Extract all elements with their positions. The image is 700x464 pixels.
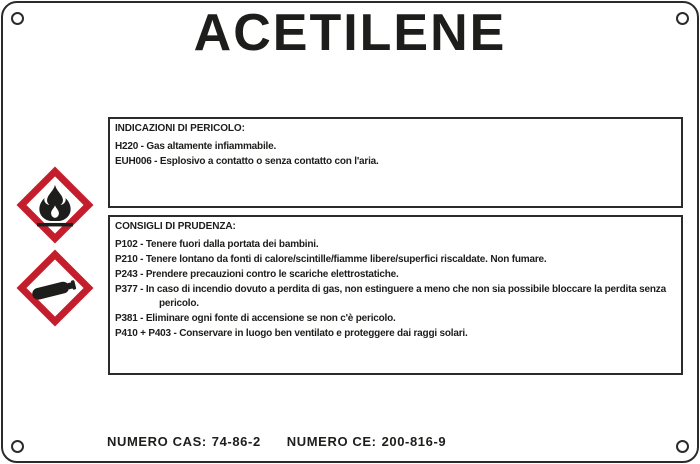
- gas-cylinder-icon: [16, 249, 94, 327]
- hazard-box-heading: INDICAZIONI DI PERICOLO:: [115, 123, 245, 134]
- precautionary-statement: P210 - Tenere lontano da fonti di calore/scintille/fiamme libere/superfici riscaldate. Non fumare.: [115, 254, 547, 265]
- precautionary-statement: P381 - Eliminare ogni fonte di accensione se non c'è pericolo.: [115, 313, 396, 324]
- precautionary-statement: P377 - In caso di incendio dovuto a perdita di gas, non estinguere a meno che non sia possibile bloccare la perdita senza pericolo.: [115, 284, 666, 309]
- ce-label: NUMERO CE:: [286, 434, 377, 449]
- precautionary-statements-box: [108, 215, 683, 375]
- hazard-statement: EUH006 - Esplosivo a contatto o senza contatto con l'aria.: [115, 156, 379, 167]
- screw-hole: [676, 440, 689, 453]
- product-title: ACETILENE: [193, 4, 507, 62]
- flame-icon: [16, 166, 94, 244]
- registry-numbers: [107, 434, 446, 449]
- precautionary-statement: P243 - Prendere precauzioni contro le scariche elettrostatiche.: [115, 269, 399, 280]
- ce-value: 200-816-9: [381, 434, 447, 449]
- hazard-statements-box: [108, 117, 683, 208]
- precaution-box-heading: CONSIGLI DI PRUDENZA:: [115, 221, 236, 232]
- precautionary-statement: P102 - Tenere fuori dalla portata dei bambini.: [115, 239, 319, 250]
- screw-hole: [11, 440, 24, 453]
- cas-label: NUMERO CAS:: [107, 434, 207, 449]
- precautionary-statement: P410 + P403 - Conservare in luogo ben ventilato e proteggere dai raggi solari.: [115, 328, 468, 339]
- hazard-statement: H220 - Gas altamente infiammabile.: [115, 141, 277, 152]
- cas-value: 74-86-2: [211, 434, 261, 449]
